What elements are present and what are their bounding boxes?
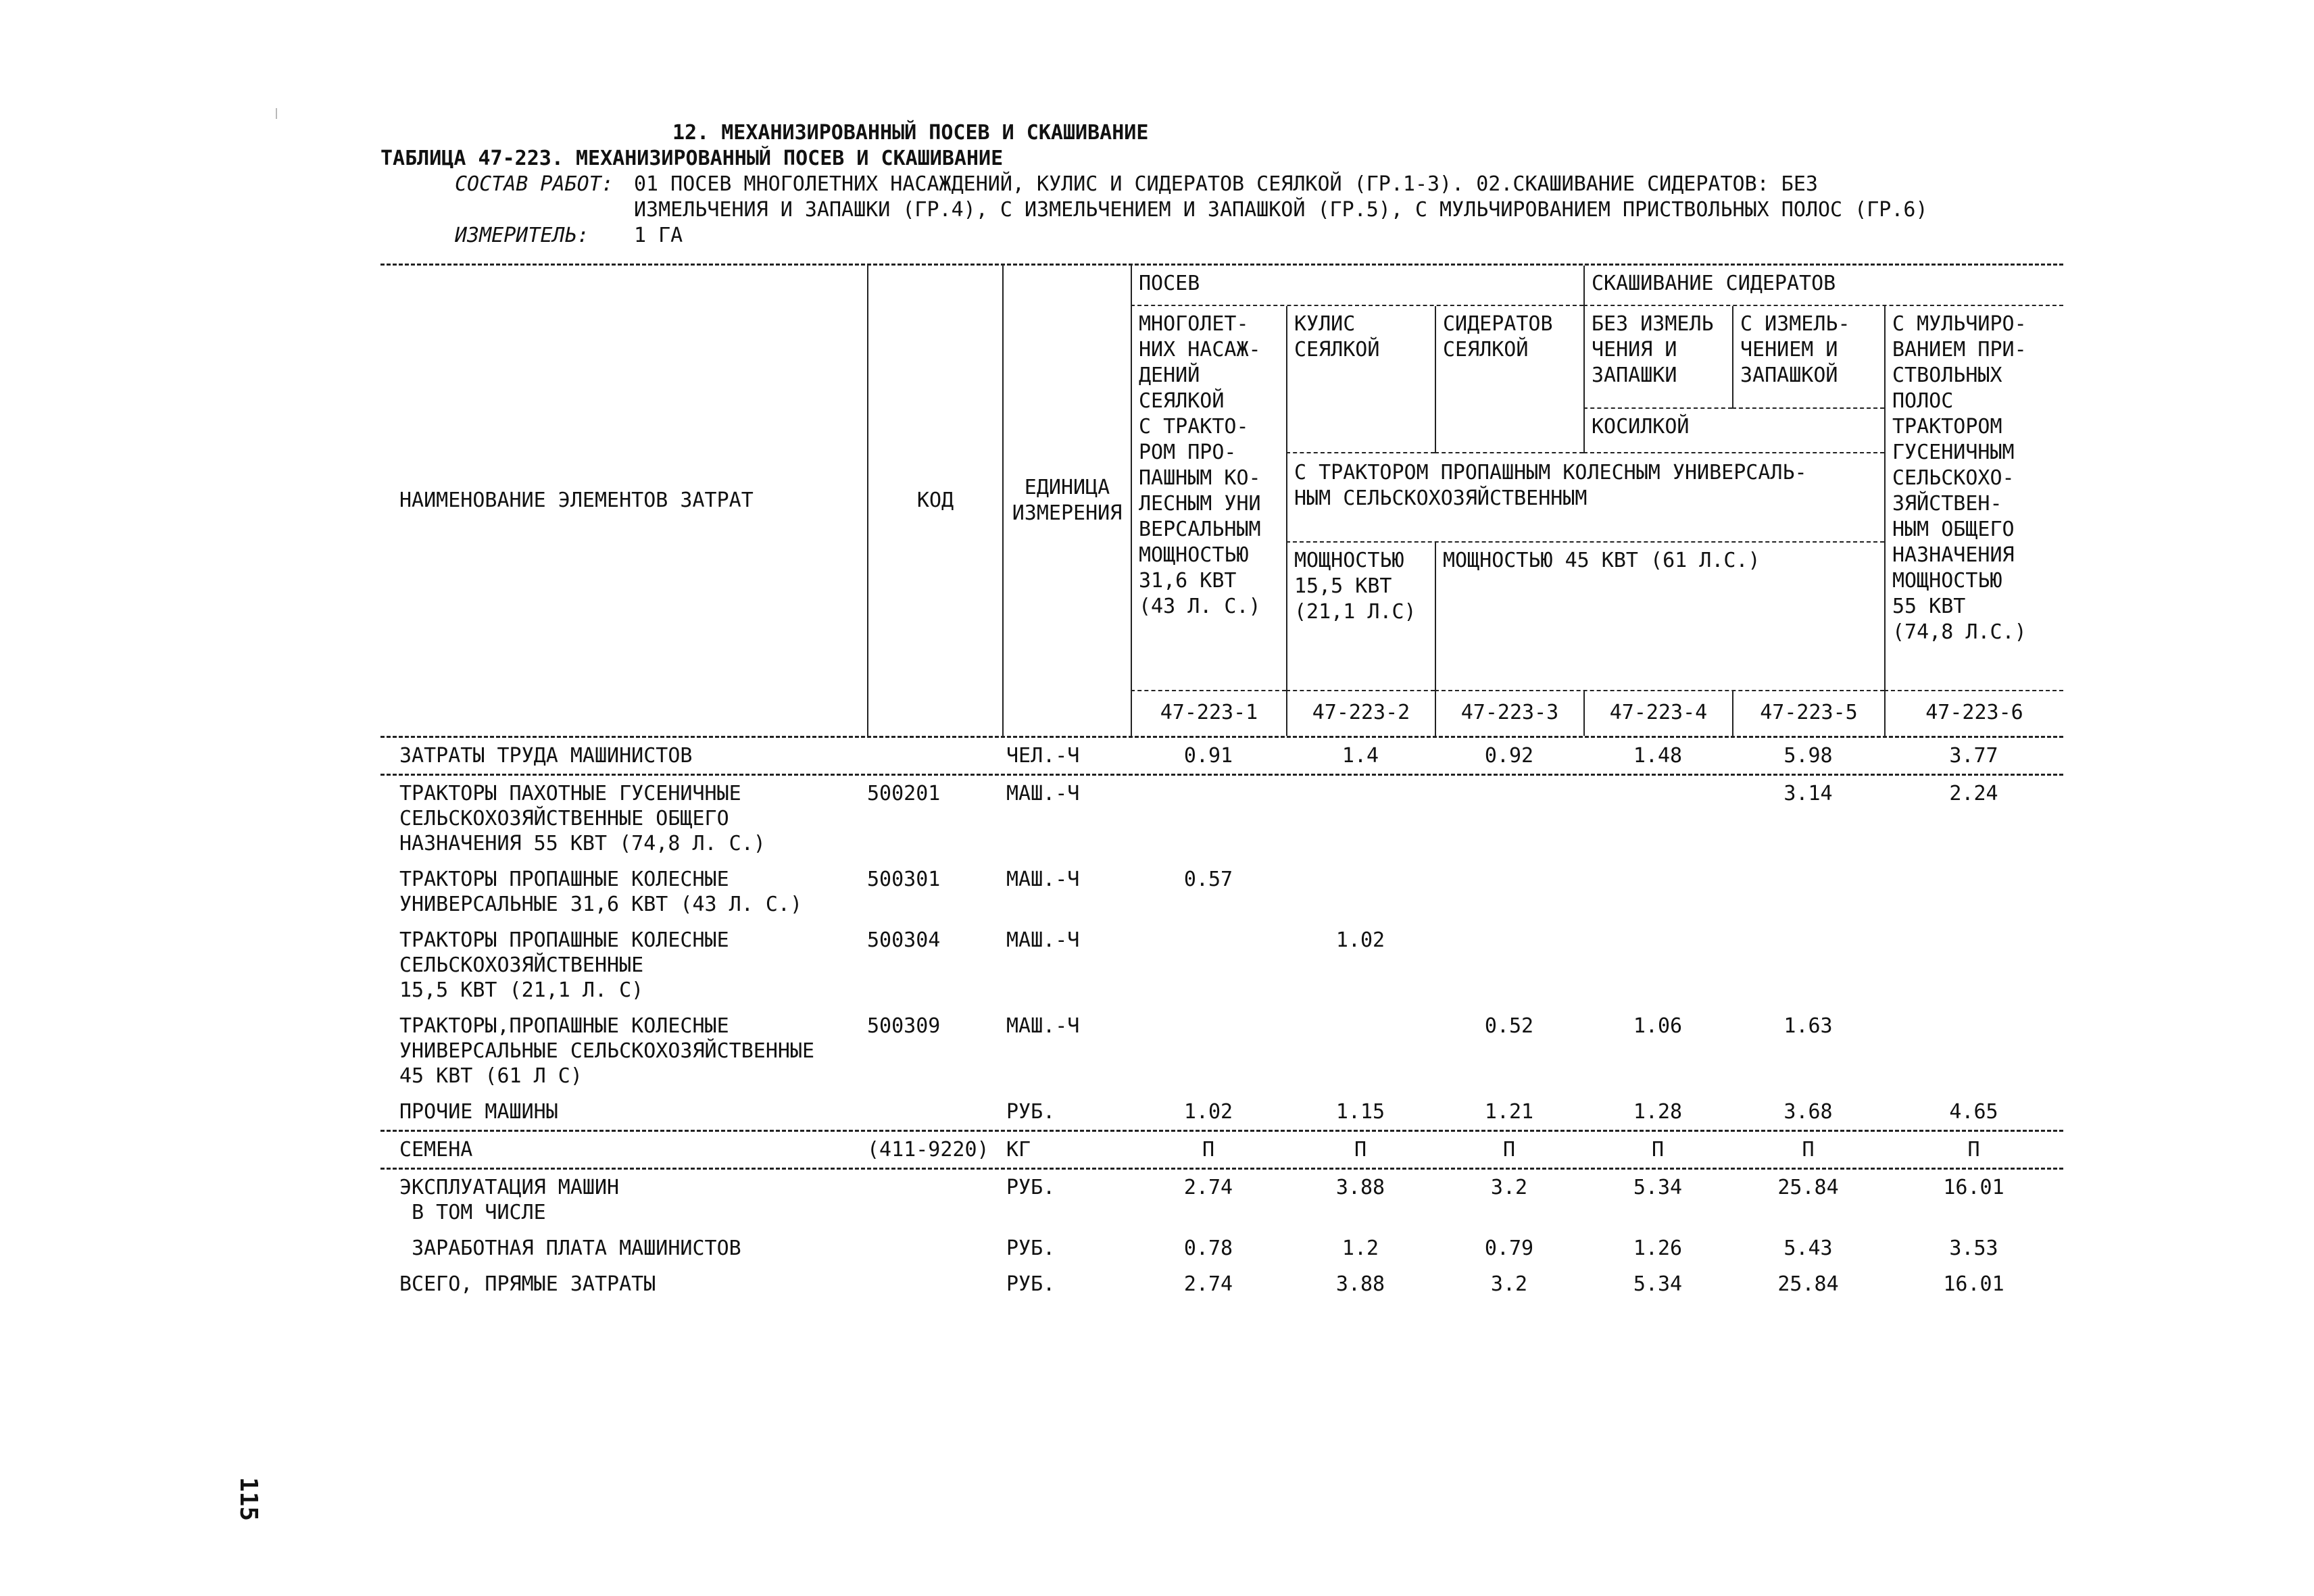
row-code [867,1175,1002,1225]
row-value-2: 3.88 [1335,1272,1385,1296]
row-unit: МАШ.-Ч [1006,928,1080,952]
header-col-5: С ИЗМЕЛЬ- ЧЕНИЕМ И ЗАПАШКОЙ [1732,306,1884,409]
composition-text: 01 ПОСЕВ МНОГОЛЕТНИХ НАСАЖДЕНИЙ, КУЛИС И СИДЕРАТОВ СЕЯЛКОЙ (ГР.1-3). 02.СКАШИВАНИЕ СИДЕРАТОВ: БЕЗ [634,172,1818,196]
row-code: 500301 [867,868,941,891]
section-title: 12. МЕХАНИЗИРОВАННЫЙ ПОСЕВ И СКАШИВАНИЕ [672,121,1149,145]
column-code-1: 47-223-1 [1131,691,1286,736]
composition-line-1 [380,172,2111,197]
scan-mark [276,108,277,119]
row-name: СЕМЕНА [399,1138,473,1162]
header-col-6: С МУЛЬЧИРО- ВАНИЕМ ПРИ- СТВОЛЬНЫХ ПОЛОС ТРАКТОРОМ ГУСЕНИЧНЫМ СЕЛЬСКОХО- ЗЯЙСТВЕН- НЫМ ОБЩЕГО НАЗНАЧЕНИЯ МОЩНОСТЬЮ 55 КВТ (74,8 Л.С.) [1884,306,2063,691]
row-value-1: 2.74 [1183,1176,1233,1199]
column-code-5: 47-223-5 [1732,691,1884,736]
row-unit: РУБ. [1006,1272,1056,1296]
header-tractor-group: С ТРАКТОРОМ ПРОПАШНЫМ КОЛЕСНЫМ УНИВЕРСАЛЬ- НЫМ СЕЛЬСКОХОЗЯЙСТВЕННЫМ [1286,453,1884,543]
table-row [380,922,2063,1008]
row-value-2: 1.4 [1341,744,1379,768]
row-name: ЗАРАБОТНАЯ ПЛАТА МАШИНИСТОВ [399,1237,741,1260]
row-value-4: 5.34 [1633,1272,1683,1296]
header-power-15: МОЩНОСТЬЮ 15,5 КВТ (21,1 Л.С) [1286,543,1435,691]
row-value-2: 1.02 [1335,928,1385,952]
header-skashivanie: СКАШИВАНИЕ СИДЕРАТОВ [1583,266,2063,306]
row-value-4 [1583,867,1732,917]
title-block [380,120,2111,249]
row-code [867,1272,1002,1297]
row-name: ТРАКТОРЫ ПРОПАШНЫЕ КОЛЕСНЫЕ УНИВЕРСАЛЬНЫЕ 31,6 КВТ (43 Л. С.) [399,868,803,916]
row-value-4: 1.48 [1633,744,1683,768]
row-value-3: 3.2 [1490,1176,1528,1199]
row-name: ТРАКТОРЫ ПАХОТНЫЕ ГУСЕНИЧНЫЕ СЕЛЬСКОХОЗЯЙСТВЕННЫЕ ОБЩЕГО НАЗНАЧЕНИЯ 55 КВТ (74,8 Л. С.) [399,782,766,855]
header-middle-group [1286,306,1884,691]
row-value-6: 3.53 [1949,1237,1998,1260]
row-code: (411-9220) [867,1138,989,1162]
page-number: 115 [235,1477,262,1522]
row-unit: РУБ. [1006,1176,1056,1199]
table-row [380,862,2063,922]
measure-value: 1 ГА [634,224,683,247]
row-value-2: 3.88 [1335,1176,1385,1199]
row-value-3 [1435,928,1583,1003]
row-value-4: 1.28 [1633,1100,1683,1124]
row-name: ПРОЧИЕ МАШИНЫ [399,1100,558,1124]
header-col-1: МНОГОЛЕТ- НИХ НАСАЖ- ДЕНИЙ СЕЯЛКОЙ С ТРАКТО- РОМ ПРО- ПАШНЫМ КО- ЛЕСНЫМ УНИ ВЕРСАЛЬНЫМ МОЩНОСТЬЮ 31,6 КВТ (43 Л. С.) [1131,306,1286,691]
table-header [380,266,2063,736]
row-value-1: П [1202,1138,1215,1162]
row-value-4: 1.06 [1633,1014,1683,1038]
row-value-1: 0.57 [1183,868,1233,891]
header-code: КОД [867,266,1002,736]
table-row [380,1170,2063,1230]
header-posev: ПОСЕВ [1131,266,1583,306]
row-unit: МАШ.-Ч [1006,782,1080,805]
table-section [380,776,2063,1130]
row-value-5: 25.84 [1777,1176,1839,1199]
row-name: ТРАКТОРЫ ПРОПАШНЫЕ КОЛЕСНЫЕ СЕЛЬСКОХОЗЯЙСТВЕННЫЕ 15,5 КВТ (21,1 Л. С) [399,928,729,1002]
row-value-1: 0.78 [1183,1237,1233,1260]
row-value-3: 3.2 [1490,1272,1528,1296]
row-value-6 [1884,867,2063,917]
row-value-6: 4.65 [1949,1100,1998,1124]
header-col-3: СИДЕРАТОВ СЕЯЛКОЙ [1435,306,1583,453]
row-code: 500304 [867,928,941,952]
row-name: ЭКСПЛУАТАЦИЯ МАШИН В ТОМ ЧИСЛЕ [399,1176,620,1224]
row-unit: РУБ. [1006,1237,1056,1260]
row-value-3: 0.92 [1484,744,1534,768]
table-body [380,738,2063,1302]
row-value-1 [1131,1014,1286,1089]
table-section [380,1132,2063,1168]
row-unit: ЧЕЛ.-Ч [1006,744,1080,768]
row-value-1 [1131,781,1286,856]
row-value-2: П [1354,1138,1367,1162]
row-name: ВСЕГО, ПРЯМЫЕ ЗАТРАТЫ [399,1272,656,1296]
row-value-5: 3.14 [1783,782,1833,805]
row-value-3: 1.21 [1484,1100,1534,1124]
row-code: 500309 [867,1014,941,1038]
header-power-45: МОЩНОСТЬЮ 45 КВТ (61 Л.С.) [1435,543,1884,691]
row-value-4 [1583,781,1732,856]
row-value-6: 16.01 [1943,1176,2004,1199]
header-name: НАИМЕНОВАНИЕ ЭЛЕМЕНТОВ ЗАТРАТ [399,489,754,512]
measure-label: ИЗМЕРИТЕЛЬ: [455,224,589,247]
header-col-4: БЕЗ ИЗМЕЛЬ ЧЕНИЯ И ЗАПАШКИ [1583,306,1732,409]
table-row [380,776,2063,862]
row-unit: МАШ.-Ч [1006,868,1080,891]
header-col-2: КУЛИС СЕЯЛКОЙ [1286,306,1435,453]
header-unit: ЕДИНИЦА ИЗМЕРЕНИЯ [1002,266,1131,736]
row-value-6 [1884,928,2063,1003]
table-row [380,1008,2063,1094]
column-code-3: 47-223-3 [1435,691,1583,736]
row-value-5: П [1802,1138,1815,1162]
row-unit: МАШ.-Ч [1006,1014,1080,1038]
row-value-3 [1435,781,1583,856]
cost-table [380,264,2063,1302]
row-value-6: 16.01 [1943,1272,2004,1296]
row-value-5: 3.68 [1783,1100,1833,1124]
composition-line-2: ИЗМЕЛЬЧЕНИЯ И ЗАПАШКИ (ГР.4), С ИЗМЕЛЬЧЕНИЕМ И ЗАПАШКОЙ (ГР.5), С МУЛЬЧИРОВАНИЕМ ПРИСТВОЛЬНЫХ ПОЛОС (ГР.6) [634,198,1928,222]
table-section [380,1170,2063,1302]
row-value-5: 1.63 [1783,1014,1833,1038]
table-title: ТАБЛИЦА 47-223. МЕХАНИЗИРОВАННЫЙ ПОСЕВ И СКАШИВАНИЕ [380,147,1004,170]
table-row [380,1230,2063,1266]
row-name: ЗАТРАТЫ ТРУДА МАШИНИСТОВ [399,744,693,768]
column-code-4: 47-223-4 [1583,691,1732,736]
row-value-5 [1732,928,1884,1003]
table-section [380,738,2063,774]
row-value-6 [1884,1014,2063,1089]
row-value-5: 25.84 [1777,1272,1839,1296]
table-row [380,1094,2063,1130]
column-code-6: 47-223-6 [1884,691,2063,736]
table-row [380,738,2063,774]
row-value-5 [1732,867,1884,917]
row-value-4: 5.34 [1633,1176,1683,1199]
measure-line [380,223,2111,249]
row-value-2 [1286,1014,1435,1089]
row-name: ТРАКТОРЫ,ПРОПАШНЫЕ КОЛЕСНЫЕ УНИВЕРСАЛЬНЫЕ СЕЛЬСКОХОЗЯЙСТВЕННЫЕ 45 КВТ (61 Л С) [399,1014,815,1088]
row-value-4: 1.26 [1633,1237,1683,1260]
row-value-2 [1286,867,1435,917]
row-code [867,743,1002,768]
row-value-1: 0.91 [1183,744,1233,768]
row-value-5: 5.43 [1783,1237,1833,1260]
row-value-1: 1.02 [1183,1100,1233,1124]
row-value-3: 0.52 [1484,1014,1534,1038]
row-value-4 [1583,928,1732,1003]
row-value-3: П [1502,1138,1516,1162]
row-value-6: П [1967,1138,1980,1162]
table-row [380,1266,2063,1302]
composition-label: СОСТАВ РАБОТ: [455,172,614,196]
row-code: 500201 [867,782,941,805]
table-row [380,1132,2063,1168]
header-kosilka: КОСИЛКОЙ [1583,409,1884,453]
row-value-2: 1.2 [1341,1237,1379,1260]
row-value-2: 1.15 [1335,1100,1385,1124]
row-value-4: П [1651,1138,1665,1162]
row-value-1 [1131,928,1286,1003]
row-code [867,1236,1002,1261]
row-unit: РУБ. [1006,1100,1056,1124]
row-value-3 [1435,867,1583,917]
row-value-6: 3.77 [1949,744,1998,768]
row-value-6: 2.24 [1949,782,1998,805]
row-value-2 [1286,781,1435,856]
row-value-1: 2.74 [1183,1272,1233,1296]
row-value-3: 0.79 [1484,1237,1534,1260]
row-unit: КГ [1006,1138,1031,1162]
row-code [867,1099,1002,1124]
column-code-2: 47-223-2 [1286,691,1435,736]
row-value-5: 5.98 [1783,744,1833,768]
